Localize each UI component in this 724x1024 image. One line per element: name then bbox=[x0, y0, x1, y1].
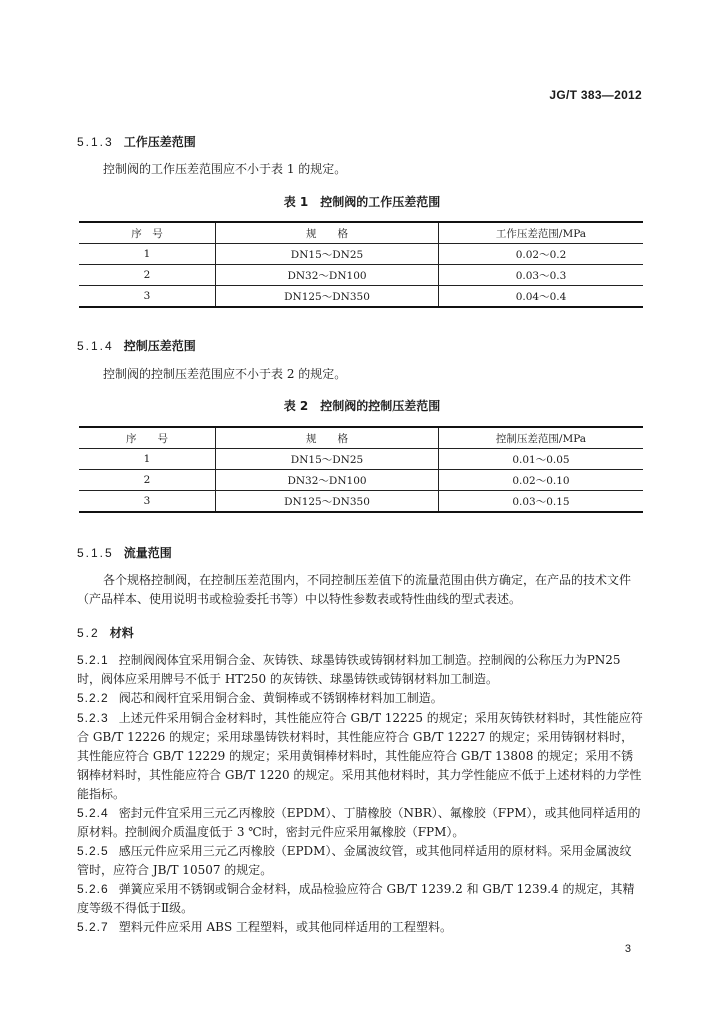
section-title: 工作压差范围 bbox=[123, 135, 196, 149]
column-header: 规 格 bbox=[216, 222, 439, 244]
paragraph-5-1-5: 各个规格控制阀，在控制压差范围内，不同控制压差值下的流量范围由供方确定，在产品的技术文件（产品样本、使用说明书或检验委托书等）中以特性参数表或特性曲线的型式表述。 bbox=[77, 573, 632, 606]
section-heading-5-1-3 bbox=[77, 133, 196, 150]
clause-5-2-5 bbox=[77, 842, 643, 880]
clause-text: 塑料元件应采用 ABS 工程塑料，或其他同样适用的工程塑料。 bbox=[118, 920, 453, 934]
clause-5-2-3 bbox=[77, 709, 643, 804]
section-heading-5-2 bbox=[77, 624, 134, 641]
table-cell: 2 bbox=[79, 470, 216, 491]
section-heading-5-1-5 bbox=[77, 544, 172, 561]
section-title: 流量范围 bbox=[123, 546, 172, 560]
table-1 bbox=[79, 221, 643, 308]
column-header: 工作压差范围/MPa bbox=[439, 222, 644, 244]
clause-number: 5.2.4 bbox=[77, 806, 109, 820]
clause-number: 5.2.6 bbox=[77, 882, 109, 896]
clause-text: 阀芯和阀杆宜采用铜合金、黄铜棒或不锈钢棒材料加工制造。 bbox=[118, 691, 443, 705]
table-cell: 0.03～0.3 bbox=[439, 265, 644, 286]
page-number: 3 bbox=[624, 943, 631, 955]
table-cell: 3 bbox=[79, 491, 216, 513]
table-cell: DN125～DN350 bbox=[216, 491, 439, 513]
clause-text: 感压元件应采用三元乙丙橡胶（EPDM）、金属波纹管，或其他同样适用的原材料。采用金属波纹管时，应符合 JB/T 10507 的规定。 bbox=[77, 844, 632, 877]
clause-text: 上述元件采用铜合金材料时，其性能应符合 GB/T 12225 的规定；采用灰铸铁材料时，其性能应符合 GB/T 12226 的规定；采用球墨铸铁材料时，其性能应符合 GB/T 12227 的规定；采用铸钢材料时，其性能应符合 GB/T 12229 的规定；采用黄铜棒材料时，其性能应符合 GB/T 13808 的规定；采用不锈钢棒材料时，其性能应符合 GB/T 1220 的规定。采用其他材料时，其力学性能应不低于上述材料的力学性能指标。 bbox=[77, 711, 643, 801]
table-cell: DN125～DN350 bbox=[216, 286, 439, 308]
clause-number: 5.2.3 bbox=[77, 711, 109, 725]
table-cell: DN15～DN25 bbox=[216, 244, 439, 265]
table-2 bbox=[79, 426, 643, 513]
table-cell: 0.02～0.2 bbox=[439, 244, 644, 265]
table-cell: 1 bbox=[79, 449, 216, 470]
section-title: 材料 bbox=[109, 626, 134, 640]
clause-number: 5.2.1 bbox=[77, 653, 109, 667]
section-heading-5-1-4 bbox=[77, 337, 196, 354]
table-cell: 0.01～0.05 bbox=[439, 449, 644, 470]
table-row bbox=[79, 286, 643, 308]
paragraph-5-1-3: 控制阀的工作压差范围应不小于表 1 的规定。 bbox=[103, 162, 347, 176]
table-cell: DN32～DN100 bbox=[216, 265, 439, 286]
column-header: 序 号 bbox=[79, 427, 216, 449]
table-cell: 1 bbox=[79, 244, 216, 265]
table-header-row bbox=[79, 222, 643, 244]
clause-5-2-2 bbox=[77, 689, 643, 708]
table-row bbox=[79, 265, 643, 286]
paragraph-5-1-4: 控制阀的控制压差范围应不小于表 2 的规定。 bbox=[103, 367, 347, 381]
table-header-row bbox=[79, 427, 643, 449]
table-2-caption: 表 2 控制阀的控制压差范围 bbox=[283, 399, 441, 413]
column-header: 序 号 bbox=[79, 222, 216, 244]
standard-code: JG/T 383—2012 bbox=[549, 88, 642, 102]
table-row bbox=[79, 491, 643, 513]
clause-text: 控制阀阀体宜采用铜合金、灰铸铁、球墨铸铁或铸钢材料加工制造。控制阀的公称压力为PN25 时，阀体应采用牌号不低于 HT250 的灰铸铁、球墨铸铁或铸钢材料加工制造。 bbox=[77, 653, 621, 686]
clause-5-2-4 bbox=[77, 804, 643, 842]
table-cell: DN15～DN25 bbox=[216, 449, 439, 470]
table-row bbox=[79, 449, 643, 470]
clause-5-2-6 bbox=[77, 880, 643, 918]
clause-number: 5.2.5 bbox=[77, 844, 109, 858]
section-title: 控制压差范围 bbox=[123, 339, 196, 353]
table-row bbox=[79, 244, 643, 265]
table-cell: 2 bbox=[79, 265, 216, 286]
section-number: 5.1.3 bbox=[77, 135, 114, 149]
table-cell: 3 bbox=[79, 286, 216, 308]
table-cell: 0.03～0.15 bbox=[439, 491, 644, 513]
clause-text: 弹簧应采用不锈钢或铜合金材料，成品检验应符合 GB/T 1239.2 和 GB/T 1239.4 的规定，其精度等级不得低于Ⅱ级。 bbox=[77, 882, 635, 915]
column-header: 控制压差范围/MPa bbox=[439, 427, 644, 449]
section-number: 5.1.4 bbox=[77, 339, 114, 353]
table-cell: 0.02～0.10 bbox=[439, 470, 644, 491]
table-row bbox=[79, 470, 643, 491]
section-number: 5.2 bbox=[77, 626, 100, 640]
table-1-caption: 表 1 控制阀的工作压差范围 bbox=[283, 195, 441, 209]
clause-5-2-7 bbox=[77, 918, 643, 937]
column-header: 规 格 bbox=[216, 427, 439, 449]
clause-5-2-1 bbox=[77, 651, 643, 689]
table-cell: DN32～DN100 bbox=[216, 470, 439, 491]
clause-number: 5.2.7 bbox=[77, 920, 109, 934]
clause-number: 5.2.2 bbox=[77, 691, 109, 705]
table-cell: 0.04～0.4 bbox=[439, 286, 644, 308]
section-number: 5.1.5 bbox=[77, 546, 114, 560]
clause-text: 密封元件宜采用三元乙丙橡胶（EPDM）、丁腈橡胶（NBR）、氟橡胶（FPM），或其他同样适用的原材料。控制阀介质温度低于 3 ℃时，密封元件应采用氟橡胶（FPM）。 bbox=[77, 806, 641, 839]
